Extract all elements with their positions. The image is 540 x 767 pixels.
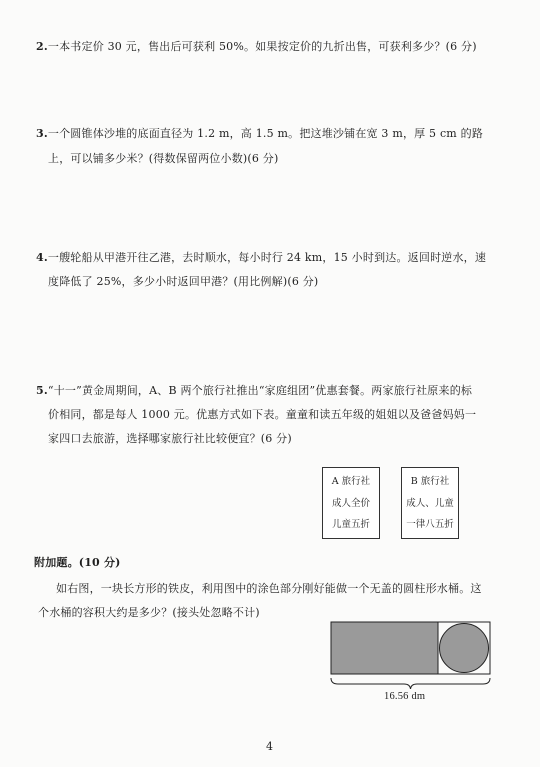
agency-a-box xyxy=(322,467,380,539)
q3-line1 xyxy=(36,128,483,139)
q5-text-1: “十一”黄金周期间，A、B 两个旅行社推出“家庭组团”优惠套餐。两家旅行社原来的标 xyxy=(47,384,473,397)
dimension-label: 16.56 dm xyxy=(384,691,426,702)
q2-number: 2. xyxy=(36,40,48,53)
agency-b-rule-1: 成人、儿童 xyxy=(406,498,454,509)
bonus-line2: 个水桶的容积大约是多少？(接头处忽略不计) xyxy=(38,606,260,619)
dimension-brace xyxy=(331,678,490,689)
bonus-heading: 附加题。(10 分) xyxy=(34,556,121,569)
q4-line2: 度降低了 25%，多少小时返回甲港？(用比例解)(6 分) xyxy=(48,275,319,288)
agency-a-rule-2: 儿童五折 xyxy=(331,519,370,530)
agency-a-rule-1: 成人全价 xyxy=(331,498,370,509)
q5-line2: 价相同，都是每人 1000 元。优惠方式如下表。童童和读五年级的姐姐以及爸爸妈妈一 xyxy=(48,408,477,421)
shaded-rectangle xyxy=(331,622,438,674)
shaded-circle xyxy=(440,624,489,673)
q5-line3: 家四口去旅游，选择哪家旅行社比较便宜？(6 分) xyxy=(48,432,292,445)
q2-line1 xyxy=(36,41,477,52)
agency-a-title: A 旅行社 xyxy=(331,476,371,487)
agency-b-title: B 旅行社 xyxy=(410,476,450,487)
q3-line2: 上，可以铺多少米？(得数保留两位小数)(6 分) xyxy=(48,152,279,165)
q4-line1 xyxy=(36,252,486,263)
agency-b-box xyxy=(401,467,459,539)
q5-line1 xyxy=(36,385,472,396)
q4-text-1: 一艘轮船从甲港开往乙港，去时顺水，每小时行 24 km，15 小时到达。返回时逆水，速 xyxy=(47,251,487,264)
page-number: 4 xyxy=(266,740,274,753)
bonus-figure xyxy=(326,618,526,708)
q5-number: 5. xyxy=(36,384,48,397)
q3-number: 3. xyxy=(36,127,48,140)
q2-text: 一本书定价 30 元，售出后可获利 50%。如果按定价的九折出售，可获利多少？(6 分) xyxy=(47,40,477,53)
q3-text-1: 一个圆锥体沙堆的底面直径为 1.2 m，高 1.5 m。把这堆沙铺在宽 3 m，厚 5 cm 的路 xyxy=(47,127,484,140)
bonus-line1: 如右图，一块长方形的铁皮，利用图中的涂色部分刚好能做一个无盖的圆柱形水桶。这 xyxy=(56,582,482,595)
q4-number: 4. xyxy=(36,251,48,264)
agency-b-rule-2: 一律八五折 xyxy=(406,519,454,530)
